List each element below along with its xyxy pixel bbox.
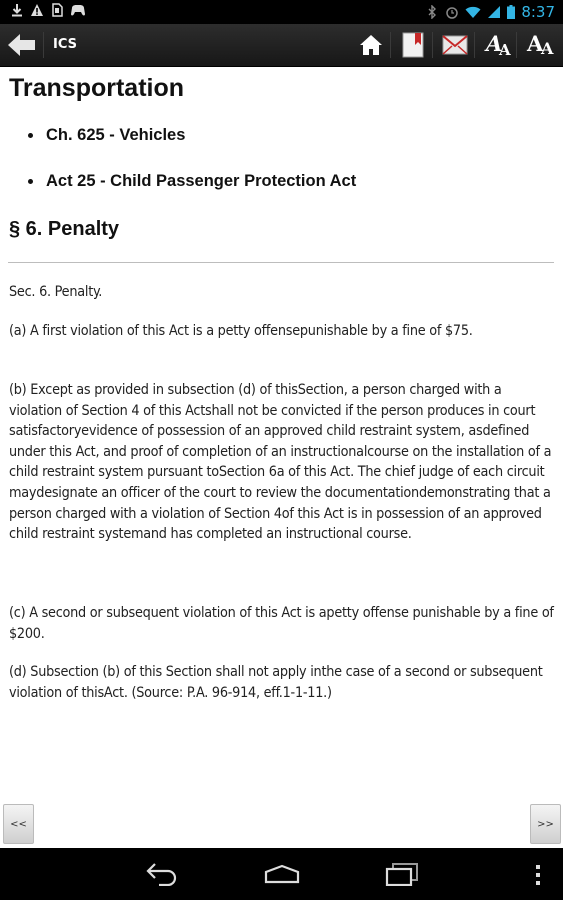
signal-icon [487,5,501,19]
divider [516,32,517,58]
home-icon[interactable] [264,864,300,884]
font-size-large-sub-label: A [541,39,554,58]
recent-apps-icon[interactable] [385,862,419,886]
increase-font-icon [524,31,554,59]
sd-card-icon [50,3,64,17]
email-button[interactable] [440,31,470,59]
previous-page-button[interactable] [3,804,34,844]
font-size-large-label: A [527,31,544,56]
paragraph-a: (a) A first violation of this Act is a petty offensepunishable by a fine of $75. [9,323,473,339]
font-size-small-label: A [486,31,503,56]
bookmark-icon [401,32,425,58]
breadcrumb-label: Act 25 - Child Passenger Protection Act [46,172,357,190]
next-page-button[interactable] [530,804,561,844]
breadcrumb-item-act[interactable] [28,172,356,191]
paragraph-b: (b) Except as provided in subsection (d) of thisSection, a person charged with a violation of Section 4 of this Actshall not be convicted if the person produces in court satisfactoryevidence of possession of an approved child restraint system, asdefined under this Act, and proof of completion of an instructionalcourse on the installation of a child restraint system pursuant toSection 6a of this Act. The chief judge of each circuit maydesignate an officer of the court to review the documentationdemonstrating that a person charged with a violation of Section 4of this Act is in possession of an approved child restraint systemand has completed an instructional course. [9,382,552,543]
decrease-font-icon [482,31,512,59]
breadcrumb-label: Ch. 625 - Vehicles [46,126,186,144]
previous-page-label: << [10,818,27,830]
bluetooth-icon [425,5,439,19]
download-icon [10,3,24,17]
divider [390,32,391,58]
divider [474,32,475,58]
home-icon [359,34,383,56]
paragraph-intro: Sec. 6. Penalty. [9,284,103,300]
email-icon [442,35,468,55]
clock: 8:37 [521,3,555,21]
status-bar [0,0,563,24]
battery-icon [507,5,515,19]
action-bar [0,24,563,67]
navigation-bar [0,848,563,900]
warning-icon [30,3,44,17]
next-page-label: >> [537,818,554,830]
game-controller-icon [70,3,86,17]
paragraph-d: (d) Subsection (b) of this Section shall not apply inthe case of a second or subsequent violation of thisAct. (Source: P.A. 96-914, eff.1-1-11.) [9,664,543,701]
wifi-icon [465,5,481,19]
decrease-font-button[interactable] [482,31,512,59]
divider [8,262,554,263]
menu-icon[interactable] [534,864,542,886]
app-title: ICS [53,37,77,52]
notification-icons [10,3,86,17]
section-heading: § 6. Penalty [9,218,120,240]
increase-font-button[interactable] [524,31,554,59]
bullet-icon [28,179,33,184]
system-icons [425,2,555,22]
font-size-small-sub-label: A [499,41,511,59]
alarm-icon [445,5,459,19]
breadcrumb-item-chapter[interactable] [28,126,185,145]
bookmark-button[interactable] [398,31,428,59]
home-button[interactable] [356,31,386,59]
divider [43,32,44,58]
divider [432,32,433,58]
back-arrow-icon[interactable] [6,31,38,59]
back-icon[interactable] [145,860,179,886]
page-title: Transportation [9,74,185,102]
bullet-icon [28,133,33,138]
paragraph-c: (c) A second or subsequent violation of this Act is apetty offense punishable by a fine of $200. [9,605,554,642]
